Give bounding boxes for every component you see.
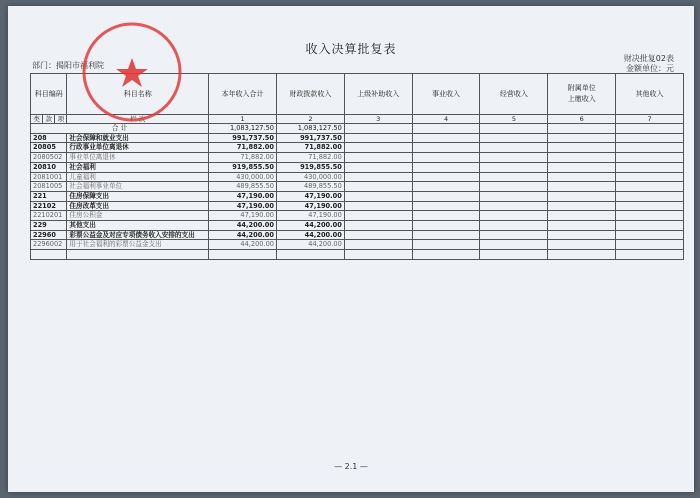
index-6: 6 — [548, 115, 616, 124]
form-code-block — [624, 54, 674, 74]
empty-cell — [616, 221, 684, 231]
empty-cell — [344, 162, 412, 172]
table-row — [31, 201, 684, 211]
empty-cell — [548, 230, 616, 240]
subject-name-cell: 社会福利 — [67, 162, 209, 172]
empty-cell — [412, 191, 480, 201]
header-fiscal: 财政拨款收入 — [276, 74, 344, 115]
table-row — [31, 211, 684, 221]
empty-cell — [548, 143, 616, 153]
table-row — [31, 143, 684, 153]
empty-cell — [480, 143, 548, 153]
page-number: — 2.1 — — [334, 462, 368, 471]
fiscal-cell: 71,882.00 — [276, 143, 344, 153]
empty-cell — [344, 211, 412, 221]
table-row — [31, 162, 684, 172]
blank-row — [31, 250, 684, 260]
subject-name-cell: 用于社会福利的彩票公益金支出 — [67, 240, 209, 250]
empty-cell — [412, 250, 480, 260]
fiscal-cell: 47,190.00 — [276, 211, 344, 221]
total-label: 合 计 — [31, 124, 209, 134]
document-sheet — [8, 6, 694, 492]
income-table — [30, 73, 684, 260]
fiscal-cell: 44,200.00 — [276, 230, 344, 240]
index-7: 7 — [616, 115, 684, 124]
index-2: 2 — [276, 115, 344, 124]
empty-cell — [412, 201, 480, 211]
empty-cell — [548, 162, 616, 172]
subject-name-cell: 彩票公益金及对应专项债务收入安排的支出 — [67, 230, 209, 240]
fiscal-cell: 489,855.50 — [276, 182, 344, 192]
empty-cell — [616, 172, 684, 182]
empty-cell — [276, 250, 344, 260]
subject-name-cell: 行政事业单位离退休 — [67, 143, 209, 153]
empty-cell — [548, 191, 616, 201]
fiscal-cell: 44,200.00 — [276, 221, 344, 231]
empty-cell — [344, 191, 412, 201]
fiscal-cell: 430,000.00 — [276, 172, 344, 182]
table-row — [31, 230, 684, 240]
empty-cell — [480, 153, 548, 163]
empty-cell — [412, 124, 480, 134]
empty-cell — [616, 124, 684, 134]
fiscal-cell: 47,190.00 — [276, 191, 344, 201]
header-business: 事业收入 — [412, 74, 480, 115]
empty-cell — [344, 153, 412, 163]
table-row — [31, 133, 684, 143]
unit-label: 金额单位：元 — [626, 64, 674, 73]
header-row — [31, 74, 684, 115]
empty-cell — [616, 250, 684, 260]
subject-code-cell: 2296002 — [31, 240, 67, 250]
empty-cell — [548, 221, 616, 231]
empty-cell — [412, 221, 480, 231]
subject-name-cell: 社会保障和就业支出 — [67, 133, 209, 143]
total-income-cell: 919,855.50 — [209, 162, 277, 172]
empty-cell — [412, 172, 480, 182]
empty-cell — [480, 133, 548, 143]
fiscal-cell: 919,855.50 — [276, 162, 344, 172]
empty-cell — [412, 240, 480, 250]
subject-code-cell: 2210201 — [31, 211, 67, 221]
empty-cell — [548, 133, 616, 143]
empty-cell — [480, 191, 548, 201]
empty-cell — [480, 124, 548, 134]
subject-code-cell: 229 — [31, 221, 67, 231]
total-income-cell: 430,000.00 — [209, 172, 277, 182]
table-row — [31, 182, 684, 192]
fiscal-cell: 71,882.00 — [276, 153, 344, 163]
empty-cell — [412, 162, 480, 172]
total-fiscal-value: 1,083,127.50 — [276, 124, 344, 134]
empty-cell — [480, 221, 548, 231]
empty-cell — [548, 201, 616, 211]
empty-cell — [412, 143, 480, 153]
empty-cell — [480, 201, 548, 211]
index-row — [31, 115, 684, 124]
empty-cell — [67, 250, 209, 260]
total-income-cell: 489,855.50 — [209, 182, 277, 192]
header-other: 其他收入 — [616, 74, 684, 115]
table-row — [31, 240, 684, 250]
index-5: 5 — [480, 115, 548, 124]
empty-cell — [412, 153, 480, 163]
subject-name-cell: 住房保障支出 — [67, 191, 209, 201]
total-income-cell: 47,190.00 — [209, 201, 277, 211]
total-row — [31, 124, 684, 134]
form-code: 财决批复02表 — [623, 54, 674, 63]
subject-name-cell: 社会福利事业单位 — [67, 182, 209, 192]
empty-cell — [548, 211, 616, 221]
header-total-income: 本年收入合计 — [209, 74, 277, 115]
empty-cell — [344, 201, 412, 211]
total-income-cell: 991,737.50 — [209, 133, 277, 143]
subject-code-cell: 2081005 — [31, 182, 67, 192]
empty-cell — [344, 124, 412, 134]
empty-cell — [344, 221, 412, 231]
empty-cell — [548, 250, 616, 260]
department-label: 部门：揭阳市福利院 — [32, 61, 104, 70]
index-label: 栏 次 — [67, 115, 209, 124]
header-affiliated: 附属单位 上缴收入 — [548, 74, 616, 115]
empty-cell — [480, 162, 548, 172]
total-income-cell: 44,200.00 — [209, 230, 277, 240]
empty-cell — [616, 201, 684, 211]
table-row — [31, 191, 684, 201]
index-4: 4 — [412, 115, 480, 124]
subject-code-cell: 208 — [31, 133, 67, 143]
empty-cell — [616, 133, 684, 143]
empty-cell — [344, 182, 412, 192]
empty-cell — [344, 250, 412, 260]
header-item: 款 — [43, 115, 55, 124]
empty-cell — [480, 182, 548, 192]
index-3: 3 — [344, 115, 412, 124]
empty-cell — [344, 133, 412, 143]
empty-cell — [344, 143, 412, 153]
total-income-cell: 47,190.00 — [209, 211, 277, 221]
subject-code-cell: 22102 — [31, 201, 67, 211]
subject-code-cell: 22960 — [31, 230, 67, 240]
fiscal-cell: 44,200.00 — [276, 240, 344, 250]
empty-cell — [616, 191, 684, 201]
empty-cell — [548, 153, 616, 163]
total-income-cell: 47,190.00 — [209, 191, 277, 201]
header-class: 类 — [31, 115, 43, 124]
empty-cell — [480, 172, 548, 182]
subject-code-cell: 2080502 — [31, 153, 67, 163]
empty-cell — [616, 211, 684, 221]
empty-cell — [616, 143, 684, 153]
total-income-cell: 71,882.00 — [209, 153, 277, 163]
total-income-cell: 71,882.00 — [209, 143, 277, 153]
empty-cell — [548, 124, 616, 134]
empty-cell — [548, 172, 616, 182]
total-income-cell: 44,200.00 — [209, 221, 277, 231]
empty-cell — [480, 211, 548, 221]
header-subject-code: 科目编码 — [31, 74, 67, 115]
empty-cell — [209, 250, 277, 260]
empty-cell — [548, 182, 616, 192]
empty-cell — [480, 240, 548, 250]
subject-name-cell: 住房公积金 — [67, 211, 209, 221]
empty-cell — [31, 250, 67, 260]
table-row — [31, 153, 684, 163]
header-sub: 项 — [55, 115, 67, 124]
subject-name-cell: 住房改革支出 — [67, 201, 209, 211]
empty-cell — [412, 211, 480, 221]
subject-code-cell: 20805 — [31, 143, 67, 153]
fiscal-cell: 991,737.50 — [276, 133, 344, 143]
subject-code-cell: 2081001 — [31, 172, 67, 182]
empty-cell — [344, 172, 412, 182]
empty-cell — [344, 240, 412, 250]
document-title: 收入决算批复表 — [305, 42, 397, 56]
subject-name-cell: 儿童福利 — [67, 172, 209, 182]
empty-cell — [616, 240, 684, 250]
subject-name-cell: 其他支出 — [67, 221, 209, 231]
empty-cell — [480, 250, 548, 260]
header-subject-name: 科目名称 — [67, 74, 209, 115]
empty-cell — [548, 240, 616, 250]
subject-name-cell: 事业单位离退休 — [67, 153, 209, 163]
empty-cell — [616, 182, 684, 192]
empty-cell — [412, 133, 480, 143]
total-income-value: 1,083,127.50 — [209, 124, 277, 134]
empty-cell — [616, 153, 684, 163]
table-row — [31, 172, 684, 182]
empty-cell — [616, 162, 684, 172]
subject-code-cell: 20810 — [31, 162, 67, 172]
index-1: 1 — [209, 115, 277, 124]
subject-code-cell: 221 — [31, 191, 67, 201]
table-row — [31, 221, 684, 231]
empty-cell — [412, 182, 480, 192]
total-income-cell: 44,200.00 — [209, 240, 277, 250]
empty-cell — [412, 230, 480, 240]
empty-cell — [616, 230, 684, 240]
header-superior: 上级补助收入 — [344, 74, 412, 115]
header-operation: 经营收入 — [480, 74, 548, 115]
fiscal-cell: 47,190.00 — [276, 201, 344, 211]
empty-cell — [344, 230, 412, 240]
empty-cell — [480, 230, 548, 240]
